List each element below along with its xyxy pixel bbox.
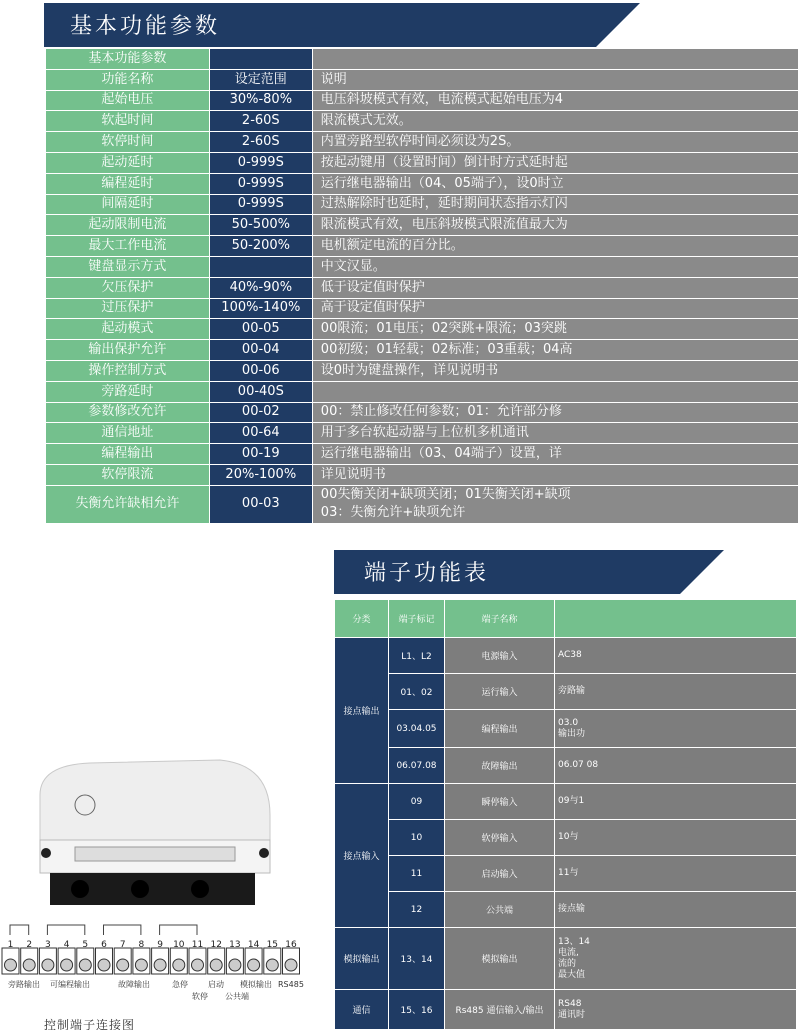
terminal-desc: 接点输 [555,892,797,928]
terminal-desc: 03.0 输出功 [555,710,797,748]
terminal-screw-icon [266,959,278,971]
params-row [46,277,799,298]
terminal-header-cell: 端子名称 [445,600,555,638]
param-name: 软停时间 [46,132,210,153]
mount-screw-right [259,848,269,858]
param-name: 基本功能参数 [46,49,210,70]
param-desc: 运行继电器输出（04、05端子），设0时立 [312,173,798,194]
terminal-block [2,925,304,1001]
terminal-header-cell: 分类 [335,600,389,638]
param-range: 0-999S [209,173,312,194]
param-name: 输出保护允许 [46,340,210,361]
terminal-screw-icon [61,959,73,971]
diagram-caption: 控制端子连接图 [44,1018,136,1030]
terminal-header-cell [555,600,797,638]
param-range: 0-999S [209,152,312,173]
terminal-mark: 09 [389,784,445,820]
param-desc: 限流模式无效。 [312,111,798,132]
param-name: 软起时间 [46,111,210,132]
terminal-row [335,892,797,928]
terminal-group-label: 急停 [172,980,188,989]
terminal-strip [75,847,235,861]
param-desc: 中文汉显。 [312,256,798,277]
param-range [209,256,312,277]
terminal-desc: 旁路输 [555,674,797,710]
terminal-number: 12 [210,940,222,950]
terminal-screw-icon [285,959,297,971]
terminal-mark: 03.04.05 [389,710,445,748]
terminal-screw-icon [192,959,204,971]
terminal-row [335,710,797,748]
param-range: 00-19 [209,444,312,465]
terminal-group-label: RS485 [278,980,304,989]
terminal-number: 14 [247,940,260,950]
param-range: 30%-80% [209,90,312,111]
params-row [46,298,799,319]
terminal-header-row [335,600,797,638]
terminal-number: 5 [82,940,89,950]
terminal-name: 公共端 [445,892,555,928]
param-desc: 低于设定值时保护 [312,277,798,298]
terminal-group-label: 公共端 [225,992,249,1001]
terminal-header-cell: 端子标记 [389,600,445,638]
param-range [209,49,312,70]
banner-title-2: 端子功能表 [364,561,490,586]
terminal-group-label: 故障输出 [118,980,150,989]
params-row [46,111,799,132]
param-name: 失衡允许缺相允许 [46,485,210,523]
wire-bracket [10,925,29,935]
param-range: 100%-140% [209,298,312,319]
param-desc: 高于设定值时保护 [312,298,798,319]
param-desc: 说明 [312,69,798,90]
terminal-mark: 11 [389,856,445,892]
param-range: 00-03 [209,485,312,523]
params-row [46,69,799,90]
terminal-number: 15 [266,940,279,950]
terminal-screw-icon [5,959,17,971]
params-row [46,256,799,277]
terminal-row [335,674,797,710]
param-name: 欠压保护 [46,277,210,298]
param-range: 2-60S [209,132,312,153]
terminal-mark: 10 [389,820,445,856]
param-range: 2-60S [209,111,312,132]
params-row [46,90,799,111]
terminal-row [335,748,797,784]
terminal-mark: 13、14 [389,928,445,990]
param-desc: 00失衡关闭+缺项关闭；01失衡关闭+缺项 03：失衡允许+缺项允许 [312,485,798,523]
terminal-name: 运行输入 [445,674,555,710]
wire-bracket [160,925,197,935]
terminal-desc: 09与1 [555,784,797,820]
param-name: 旁路延时 [46,381,210,402]
terminal-number: 6 [101,940,107,950]
param-range: 设定范围 [209,69,312,90]
terminal-mark: L1、L2 [389,638,445,674]
terminal-number: 13 [229,940,241,950]
params-row [46,340,799,361]
terminal-category: 模拟输出 [335,928,389,990]
terminal-row [335,990,797,1030]
param-range: 00-04 [209,340,312,361]
terminal-screw-icon [173,959,185,971]
params-row [46,215,799,236]
terminal-desc: AC38 [555,638,797,674]
wire-bracket [47,925,84,935]
params-row [46,464,799,485]
param-name: 操作控制方式 [46,360,210,381]
params-row [46,194,799,215]
param-name: 最大工作电流 [46,236,210,257]
banner-terminals [334,550,734,594]
param-name: 起动模式 [46,319,210,340]
terminal-number: 4 [63,940,70,950]
terminal-name: 模拟输出 [445,928,555,990]
param-range: 00-64 [209,423,312,444]
terminal-screw-icon [229,959,241,971]
param-desc [312,381,798,402]
terminal-number: 16 [285,940,297,950]
terminal-screw-icon [135,959,147,971]
terminal-name: Rs485 通信输入/输出 [445,990,555,1030]
param-name: 编程输出 [46,444,210,465]
terminal-group-label: 可编程输出 [50,980,90,989]
terminal-category: 通信 [335,990,389,1030]
terminal-number: 1 [7,940,14,950]
param-range: 50-200% [209,236,312,257]
terminal-desc: 10与 [555,820,797,856]
param-desc: 00初级；01轻载；02标准；03重载；04高 [312,340,798,361]
terminal-category: 接点输出 [335,638,389,784]
terminal-number: 10 [173,940,185,950]
params-row [46,319,799,340]
terminal-name: 瞬停输入 [445,784,555,820]
param-name: 起动限制电流 [46,215,210,236]
param-range: 50-500% [209,215,312,236]
param-name: 通信地址 [46,423,210,444]
terminal-desc: 11与 [555,856,797,892]
param-name: 编程延时 [46,173,210,194]
terminal-name: 启动输入 [445,856,555,892]
terminal-desc: 06.07 08 [555,748,797,784]
param-desc: 00：禁止修改任何参数；01：允许部分修 [312,402,798,423]
terminal-group-label: 旁路输出 [8,980,40,989]
terminal-mark: 06.07.08 [389,748,445,784]
params-row [46,360,799,381]
param-name: 软停限流 [46,464,210,485]
params-row [46,173,799,194]
terminal-mark: 12 [389,892,445,928]
param-desc: 电机额定电流的百分比。 [312,236,798,257]
terminal-screw-icon [42,959,54,971]
terminal-screw-icon [79,959,91,971]
terminal-row [335,928,797,990]
terminal-number: 3 [45,940,51,950]
params-row [46,381,799,402]
terminal-number: 8 [138,940,145,950]
param-name: 功能名称 [46,69,210,90]
terminal-group-label: 模拟输出 [240,980,272,989]
param-desc: 限流模式有效，电压斜坡模式限流值最大为 [312,215,798,236]
banner-title: 基本功能参数 [70,14,221,39]
param-name: 起动延时 [46,152,210,173]
param-range: 00-02 [209,402,312,423]
wire-bracket [104,925,141,935]
param-desc: 00限流；01电压；02突跳+限流；03突跳 [312,319,798,340]
param-name: 起始电压 [46,90,210,111]
terminal-screw-icon [154,959,166,971]
param-desc: 电压斜坡模式有效，电流模式起始电压为4 [312,90,798,111]
param-name: 键盘显示方式 [46,256,210,277]
param-desc: 设0时为键盘操作，详见说明书 [312,360,798,381]
terminal-screw-icon [98,959,110,971]
param-desc: 运行继电器输出（03、04端子）设置，详 [312,444,798,465]
terminal-mark: 15、16 [389,990,445,1030]
terminal-name: 电源输入 [445,638,555,674]
terminal-name: 故障输出 [445,748,555,784]
mount-screw-left [41,848,51,858]
param-range: 00-06 [209,360,312,381]
terminal-number: 7 [119,940,126,950]
param-name: 过压保护 [46,298,210,319]
terminal-name: 软停输入 [445,820,555,856]
terminal-group-label: 启动 [208,980,224,989]
param-range: 0-999S [209,194,312,215]
param-desc: 用于多台软起动器与上位机多机通讯 [312,423,798,444]
param-range: 40%-90% [209,277,312,298]
param-range: 00-05 [209,319,312,340]
params-row [46,402,799,423]
param-desc: 按起动键用（设置时间）倒计时方式延时起 [312,152,798,173]
terminal-name: 编程输出 [445,710,555,748]
terminal-number: 2 [26,940,33,950]
terminal-mark: 01、02 [389,674,445,710]
terminal-row [335,820,797,856]
params-row [46,132,799,153]
params-row [46,152,799,173]
param-desc [312,49,798,70]
terminal-number: 9 [157,940,163,950]
param-range: 00-40S [209,381,312,402]
terminal-desc: RS48 通讯时 [555,990,797,1030]
terminal-screw-icon [23,959,35,971]
params-row [46,444,799,465]
terminal-screw-icon [117,959,129,971]
terminal-screw-icon [210,959,222,971]
params-row [46,236,799,257]
params-row [46,49,799,70]
terminal-row [335,638,797,674]
terminal-row [335,784,797,820]
param-name: 参数修改允许 [46,402,210,423]
banner-basic-params [44,3,644,47]
terminal-group-label: 软停 [192,992,208,1001]
terminal-number: 11 [191,940,204,950]
terminal-diagram [0,755,320,1015]
param-desc: 详见说明书 [312,464,798,485]
terminal-screw-icon [248,959,260,971]
param-name: 间隔延时 [46,194,210,215]
param-desc: 过热解除时也延时，延时期间状态指示灯闪 [312,194,798,215]
params-row [46,423,799,444]
param-desc: 内置旁路型软停时间必须设为2S。 [312,132,798,153]
terminal-row [335,856,797,892]
terminal-desc: 13、14 电流, 流的 最大值 [555,928,797,990]
terminal-category: 接点输入 [335,784,389,928]
terminal-table [334,599,797,1030]
params-table [45,48,799,524]
params-row [46,485,799,523]
param-range: 20%-100% [209,464,312,485]
